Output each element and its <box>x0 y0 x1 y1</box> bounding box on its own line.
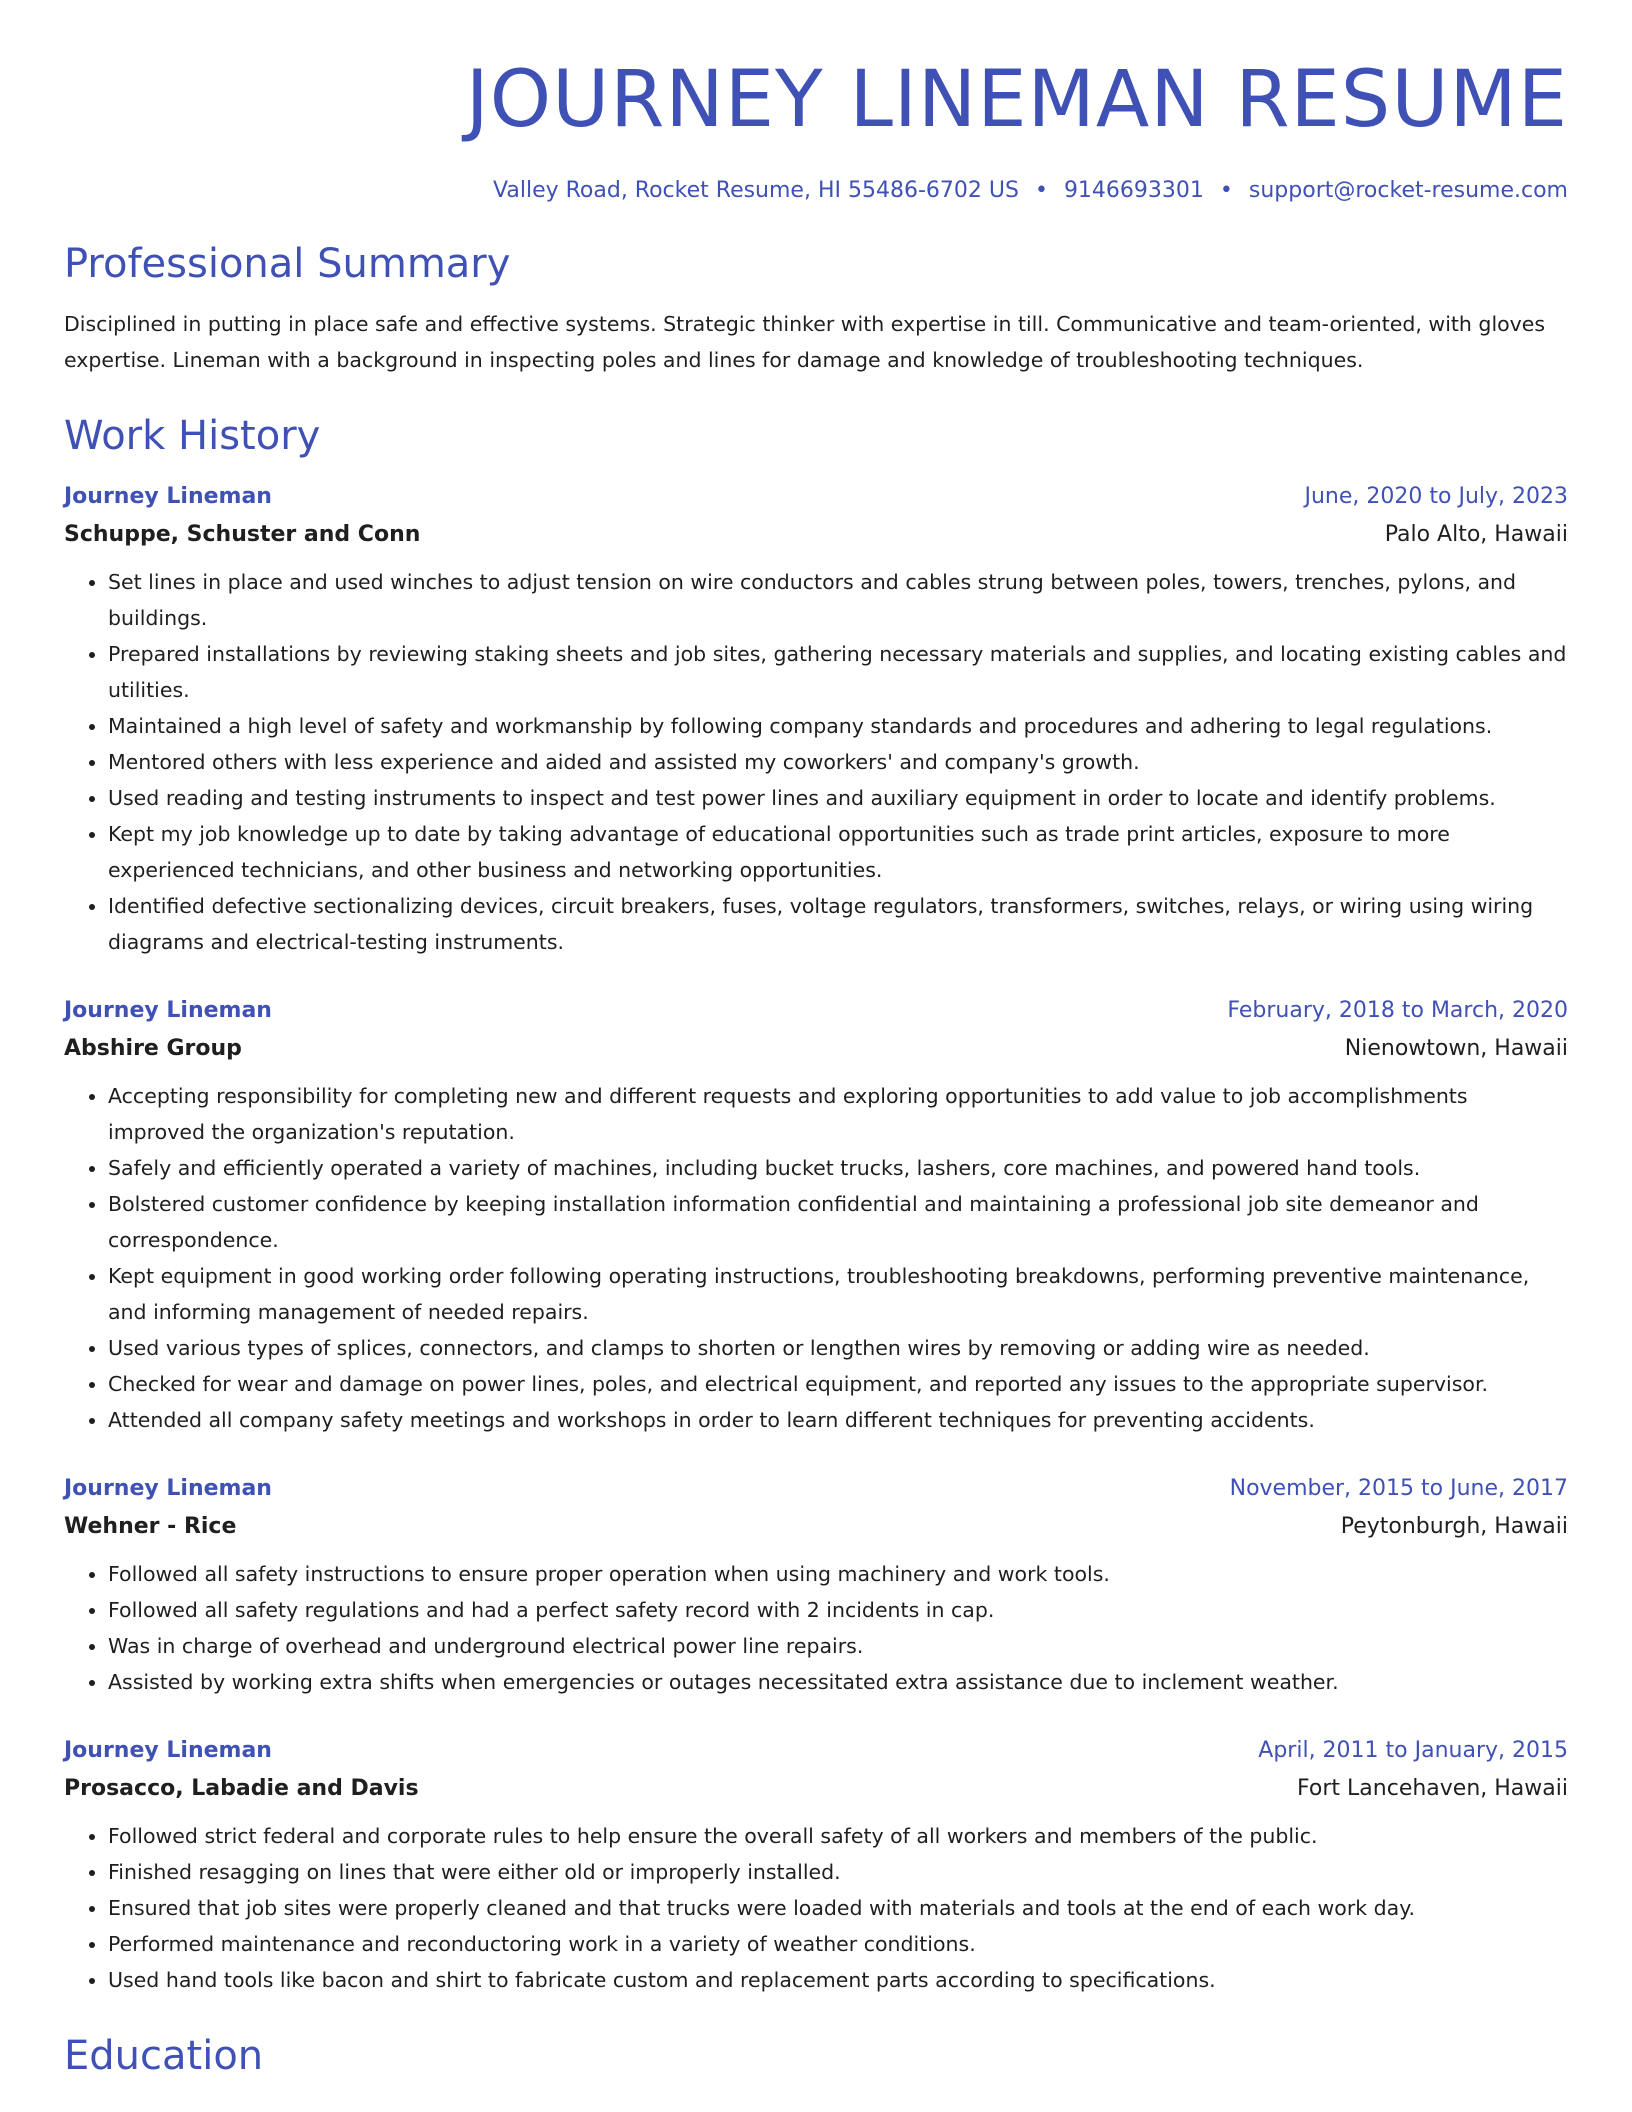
job-bullet: • Mentored others with less experience and aided and assisted my coworkers' and company's growth. <box>108 744 1568 780</box>
job-bullet: • Kept my job knowledge up to date by taking advantage of educational opportunities such as trade print articles, exposure to more experienced technicians, and other business and networking opportunities. <box>108 816 1568 888</box>
job-header-row <box>64 992 1568 1030</box>
contact-separator: • <box>1219 178 1233 203</box>
job-bullet: • Bolstered customer confidence by keeping installation information confidential and maintaining a professional job site demeanor and correspondence. <box>108 1186 1568 1258</box>
job-title: Journey Lineman <box>64 998 272 1023</box>
job-bullet: • Kept equipment in good working order following operating instructions, troubleshooting breakdowns, performing preventive maintenance, and informing management of needed repairs. <box>108 1258 1568 1330</box>
job-header-row <box>64 1732 1568 1770</box>
job-company: Prosacco, Labadie and Davis <box>64 1776 419 1801</box>
job-dates: November, 2015 to June, 2017 <box>1229 1476 1568 1501</box>
job-company: Abshire Group <box>64 1036 242 1061</box>
job-bullet: • Prepared installations by reviewing staking sheets and job sites, gathering necessary materials and supplies, and locating existing cables and utilities. <box>108 636 1568 708</box>
work-history-heading: Work History <box>64 413 321 459</box>
resume-header <box>64 52 1568 206</box>
contact-phone: 9146693301 <box>1063 178 1204 203</box>
job-bullets <box>64 564 1568 960</box>
job-company: Wehner - Rice <box>64 1514 237 1539</box>
job-bullet: • Was in charge of overhead and underground electrical power line repairs. <box>108 1628 1568 1664</box>
job-entry <box>64 1470 1568 1700</box>
job-bullet: • Safely and efficiently operated a variety of machines, including bucket trucks, lashers, core machines, and powered hand tools. <box>108 1150 1568 1186</box>
job-title: Journey Lineman <box>64 1738 272 1763</box>
contact-line <box>64 176 1568 206</box>
resume-title: JOURNEY LINEMAN RESUME <box>465 55 1568 145</box>
job-bullets <box>64 1818 1568 1998</box>
job-bullet: • Set lines in place and used winches to adjust tension on wire conductors and cables strung between poles, towers, trenches, pylons, and buildings. <box>108 564 1568 636</box>
job-bullet: • Used reading and testing instruments to inspect and test power lines and auxiliary equipment in order to locate and identify problems. <box>108 780 1568 816</box>
job-bullet: • Assisted by working extra shifts when emergencies or outages necessitated extra assistance due to inclement weather. <box>108 1664 1568 1700</box>
job-bullet: • Used hand tools like bacon and shirt to fabricate custom and replacement parts according to specifications. <box>108 1962 1568 1998</box>
job-entry <box>64 992 1568 1438</box>
job-title: Journey Lineman <box>64 1476 272 1501</box>
job-bullet: • Performed maintenance and reconductoring work in a variety of weather conditions. <box>108 1926 1568 1962</box>
job-location: Palo Alto, Hawaii <box>1384 522 1568 547</box>
job-company: Schuppe, Schuster and Conn <box>64 522 421 547</box>
job-bullet: • Accepting responsibility for completing new and different requests and exploring opportunities to add value to job accomplishments improved the organization's reputation. <box>108 1078 1568 1150</box>
job-bullet: • Ensured that job sites were properly cleaned and that trucks were loaded with materials and tools at the end of each work day. <box>108 1890 1568 1926</box>
job-bullets <box>64 1556 1568 1700</box>
job-dates: June, 2020 to July, 2023 <box>1304 484 1568 509</box>
job-dates: February, 2018 to March, 2020 <box>1227 998 1568 1023</box>
job-header-row <box>64 478 1568 516</box>
job-bullet: • Maintained a high level of safety and workmanship by following company standards and procedures and adhering to legal regulations. <box>108 708 1568 744</box>
job-header-row <box>64 1470 1568 1508</box>
job-company-row <box>64 1770 1568 1808</box>
job-bullet: • Identified defective sectionalizing devices, circuit breakers, fuses, voltage regulators, transformers, switches, relays, or wiring using wiring diagrams and electrical-testing instruments. <box>108 888 1568 960</box>
contact-address: Valley Road, Rocket Resume, HI 55486-6702 US <box>493 178 1019 203</box>
job-bullet: • Checked for wear and damage on power lines, poles, and electrical equipment, and reported any issues to the appropriate supervisor. <box>108 1366 1568 1402</box>
job-bullet: • Attended all company safety meetings and workshops in order to learn different techniques for preventing accidents. <box>108 1402 1568 1438</box>
job-bullet: • Followed strict federal and corporate rules to help ensure the overall safety of all workers and members of the public. <box>108 1818 1568 1854</box>
job-bullet: • Finished resagging on lines that were either old or improperly installed. <box>108 1854 1568 1890</box>
job-bullet: • Followed all safety regulations and had a perfect safety record with 2 incidents in cap. <box>108 1592 1568 1628</box>
job-location: Peytonburgh, Hawaii <box>1340 1514 1568 1539</box>
job-company-row <box>64 516 1568 554</box>
job-bullet: • Followed all safety instructions to ensure proper operation when using machinery and work tools. <box>108 1556 1568 1592</box>
education-section <box>64 2032 1568 2080</box>
job-location: Nienowtown, Hawaii <box>1344 1036 1568 1061</box>
job-company-row <box>64 1030 1568 1068</box>
job-company-row <box>64 1508 1568 1546</box>
job-entry <box>64 478 1568 960</box>
education-heading: Education <box>64 2033 264 2079</box>
contact-separator: • <box>1034 178 1048 203</box>
job-bullets <box>64 1078 1568 1438</box>
summary-text: Disciplined in putting in place safe and effective systems. Strategic thinker with expertise in till. Communicative and team-oriented, with gloves expertise. Lineman with a background in inspecting poles and lines for damage and knowledge of troubleshooting techniques. <box>64 312 1546 372</box>
job-title: Journey Lineman <box>64 484 272 509</box>
summary-section <box>64 240 1568 378</box>
job-bullet: • Used various types of splices, connectors, and clamps to shorten or lengthen wires by removing or adding wire as needed. <box>108 1330 1568 1366</box>
job-location: Fort Lancehaven, Hawaii <box>1297 1776 1568 1801</box>
work-history-section <box>64 412 1568 1998</box>
job-dates: April, 2011 to January, 2015 <box>1258 1738 1568 1763</box>
summary-heading: Professional Summary <box>64 241 511 287</box>
job-entry <box>64 1732 1568 1998</box>
contact-email[interactable]: support@rocket-resume.com <box>1248 178 1568 203</box>
